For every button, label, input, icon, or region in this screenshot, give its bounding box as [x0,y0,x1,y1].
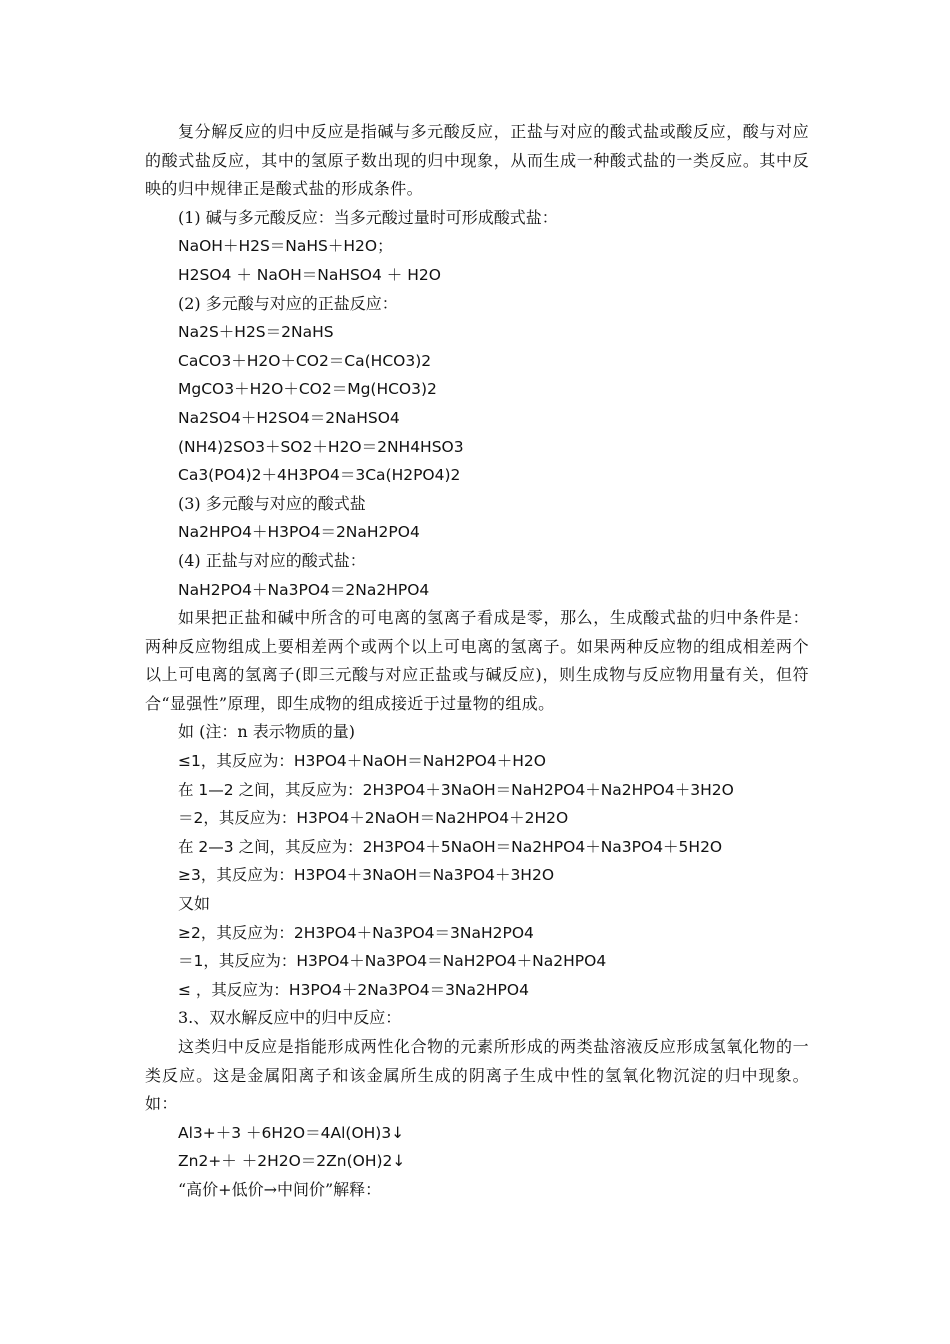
section-heading: 3.、双水解反应中的归中反应： [178,1008,402,1028]
ratio-line: ≥2，其反应为：2H3PO4＋Na3PO4＝3NaH2PO4 [178,923,534,942]
ratio-line: ≤ ，其反应为：H3PO4＋2Na3PO4＝3Na2HPO4 [178,980,529,999]
intro-paragraph: 复分解反应的归中反应是指碱与多元酸反应，正盐与对应的酸式盐或酸反应，酸与对应的酸式盐反应，其中的氢原子数出现的归中现象，从而生成一种酸式盐的一类反应。其中反映的归中规律正是酸式盐的形成条件。 [145,122,809,199]
document-body [145,118,809,1205]
heading-polyacid-normal-salt: (2) 多元酸与对应的正盐反应： [178,293,398,313]
heading-polyacid-acid-salt: (3) 多元酸与对应的酸式盐 [178,493,366,513]
final-line: “高价+低价→中间价”解释： [178,1179,382,1199]
heading-base-polyacid: (1) 碱与多元酸反应：当多元酸过量时可形成酸式盐： [178,207,558,227]
ratio-line: ＝2，其反应为：H3PO4＋2NaOH＝Na2HPO4＋2H2O [178,809,569,828]
equation-line: (NH4)2SO3＋SO2＋H2O＝2NH4HSO3 [178,437,464,456]
equation-line: NaH2PO4＋Na3PO4＝2Na2HPO4 [178,580,430,599]
condition-paragraph: 如果把正盐和碱中所含的可电离的氢离子看成是零，那么，生成酸式盐的归中条件是：两种反应物组成上要相差两个或两个以上可电离的氢离子。如果两种反应物的组成相差两个以上可电离的氢离子(即三元酸与对应正盐或与碱反应)，则生成物与反应物用量有关，但符合“显强性”原理，即生成物的组成接近于过量物的组成。 [145,608,809,713]
ratio-line: ＝1，其反应为：H3PO4＋Na3PO4＝NaH2PO4＋Na2HPO4 [178,952,607,971]
equation-line: Zn2+＋ ＋2H2O＝2Zn(OH)2↓ [178,1152,406,1171]
ratio-line: 在 2—3 之间，其反应为：2H3PO4＋5NaOH＝Na2HPO4＋Na3PO4＋5H2O [178,837,723,856]
equation-line: NaOH＋H2S＝NaHS＋H2O； [178,237,393,256]
ratio-line: ≥3，其反应为：H3PO4＋3NaOH＝Na3PO4＋3H2O [178,866,555,885]
ratio-line: ≤1，其反应为：H3PO4＋NaOH＝NaH2PO4＋H2O [178,752,546,771]
again-line: 又如 [178,894,211,914]
equation-line: Al3+＋3 ＋6H2O＝4Al(OH)3↓ [178,1123,405,1142]
equation-line: H2SO4 ＋ NaOH＝NaHSO4 ＋ H2O [178,265,441,284]
equation-line: MgCO3＋H2O＋CO2＝Mg(HCO3)2 [178,380,437,399]
heading-normal-acid-salt: (4) 正盐与对应的酸式盐： [178,550,366,570]
equation-line: Na2S＋H2S＝2NaHS [178,323,334,342]
equation-line: CaCO3＋H2O＋CO2＝Ca(HCO3)2 [178,351,432,370]
ratio-line: 在 1—2 之间，其反应为：2H3PO4＋3NaOH＝NaH2PO4＋Na2HPO4＋3H2O [178,780,734,799]
equation-line: Na2SO4＋H2SO4＝2NaHSO4 [178,408,400,427]
note-line: 如 (注：n 表示物质的量) [178,722,355,742]
hydrolysis-paragraph: 这类归中反应是指能形成两性化合物的元素所形成的两类盐溶液反应形成氢氧化物的一类反应。这是金属阳离子和该金属所生成的阴离子生成中性的氢氧化物沉淀的归中现象。如： [145,1037,809,1114]
equation-line: Ca3(PO4)2＋4H3PO4＝3Ca(H2PO4)2 [178,466,461,485]
equation-line: Na2HPO4＋H3PO4＝2NaH2PO4 [178,523,420,542]
